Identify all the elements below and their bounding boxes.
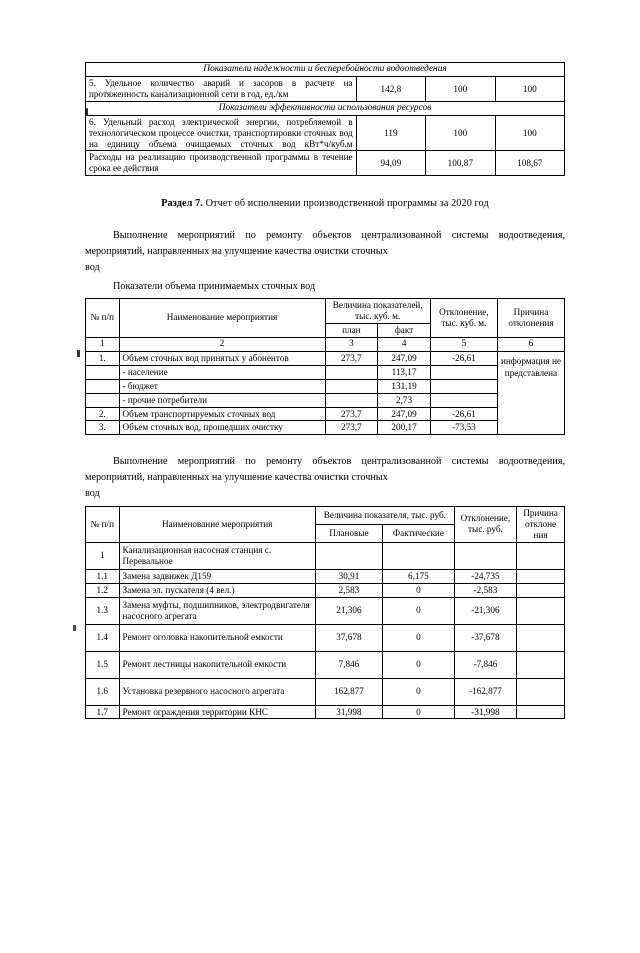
row-fact: 0: [382, 624, 454, 651]
row-number: 1.5: [86, 651, 120, 678]
col-num-3: 3: [325, 338, 378, 352]
table-row: [86, 597, 565, 624]
header-reason: Причина отклонения: [497, 298, 564, 337]
row-fact: 0: [382, 678, 454, 705]
row-number: 3.: [86, 421, 120, 435]
row-fact: 200,17: [378, 421, 431, 435]
row-plan: [325, 365, 378, 379]
col-num-5: 5: [430, 338, 497, 352]
row-name: Объем транспортируемых сточных вод: [119, 407, 325, 421]
row-label: 6. Удельный расход электрической энергии, потребляемой в технологическом процессе очистки, транспортировки сточных вод на единицу объема очищаемых сточных вод кВт*ч/куб.м: [86, 115, 357, 151]
row-plan: 7,846: [315, 651, 382, 678]
paragraph-text: Выполнение мероприятий по ремонту объектов централизованной системы водоотведения, мероприятий, направленных на улучшение качества очистки сточных: [85, 456, 565, 484]
table-row: [86, 393, 565, 407]
row-deviation: [454, 542, 516, 569]
row-name: Ремонт ограждения территории КНС: [119, 705, 315, 719]
table-row: [86, 624, 565, 651]
row-fact: 0: [382, 597, 454, 624]
row-value-3: 100: [495, 115, 564, 151]
scan-artifact-mark: [86, 108, 88, 116]
row-plan: [325, 393, 378, 407]
table-row: [86, 379, 565, 393]
paragraph-repair-measures-1: [85, 228, 565, 275]
row-fact: 2,73: [378, 393, 431, 407]
row-fact: 131,19: [378, 379, 431, 393]
scan-artifact-mark: [77, 350, 80, 357]
row-number: 1.1: [86, 569, 120, 583]
scan-artifact-mark: [73, 625, 76, 631]
table-row: [86, 421, 565, 435]
table-header-row: [86, 506, 565, 524]
row-name: Замена задвижек Д159: [119, 569, 315, 583]
wastewater-volume-table: [85, 298, 565, 435]
paragraph-last-line: вод: [85, 261, 100, 273]
row-reason: [517, 624, 565, 651]
row-reason: [517, 597, 565, 624]
row-fact: 0: [382, 651, 454, 678]
section-heading-number: Раздел 7.: [161, 198, 203, 210]
row-deviation: -21,306: [454, 597, 516, 624]
header-number: № п/п: [86, 506, 120, 542]
row-name: - население: [119, 365, 325, 379]
section-heading-text: Отчет об исполнении производственной программы за 2020 год: [202, 198, 489, 210]
table-row: [86, 705, 565, 719]
row-name: Объем сточных вод, прошедших очистку: [119, 421, 325, 435]
row-deviation: [430, 365, 497, 379]
header-plan: Плановые: [315, 524, 382, 542]
row-deviation: -2,583: [454, 583, 516, 597]
banner-reliability: Показатели надежности и бесперебойности водоотведения: [86, 63, 565, 77]
row-deviation: -162,877: [454, 678, 516, 705]
col-num-6: 6: [497, 338, 564, 352]
header-plan: план: [325, 324, 378, 338]
table-header-row: [86, 298, 565, 323]
row-number: 1.7: [86, 705, 120, 719]
col-num-2: 2: [119, 338, 325, 352]
row-name: Установка резервного насосного агрегата: [119, 678, 315, 705]
header-value-group: Величина показателей, тыс. куб. м.: [325, 298, 430, 323]
row-number: 1.4: [86, 624, 120, 651]
table-row: [86, 542, 565, 569]
row-deviation: -31,998: [454, 705, 516, 719]
table-row: [86, 407, 565, 421]
row-value-1: 94,09: [356, 151, 425, 176]
row-deviation: [430, 393, 497, 407]
row-plan: 21,306: [315, 597, 382, 624]
row-deviation: -37,678: [454, 624, 516, 651]
row-number: 2.: [86, 407, 120, 421]
header-measure-name: Наименование мероприятия: [119, 298, 325, 337]
table-row: [86, 365, 565, 379]
indicators-table: [85, 62, 565, 176]
row-deviation: -73,53: [430, 421, 497, 435]
header-deviation: Отклонение, тыс. руб.: [454, 506, 516, 542]
row-fact: 247,09: [378, 352, 431, 366]
row-plan: 162,877: [315, 678, 382, 705]
row-label: Расходы на реализацию производственной программы в течение срока ее действия: [86, 151, 357, 176]
row-value-2: 100,87: [426, 151, 495, 176]
row-plan: 37,678: [315, 624, 382, 651]
table-row: [86, 651, 565, 678]
row-reason: [517, 542, 565, 569]
row-plan: 273,7: [325, 421, 378, 435]
col-num-1: 1: [86, 338, 120, 352]
table-row: [86, 678, 565, 705]
header-fact: факт: [378, 324, 431, 338]
paragraph-last-line: вод: [85, 487, 100, 499]
row-name: Ремонт оголовка накопительной емкости: [119, 624, 315, 651]
row-fact: 247,09: [378, 407, 431, 421]
row-fact: 113,17: [378, 365, 431, 379]
row-reason: [517, 678, 565, 705]
document-page: [0, 62, 640, 953]
section-heading: [85, 198, 565, 209]
table-column-number-row: [86, 338, 565, 352]
header-fact: Фактические: [382, 524, 454, 542]
row-fact: 6,175: [382, 569, 454, 583]
row-value-3: 108,67: [495, 151, 564, 176]
row-number: [86, 365, 120, 379]
header-deviation: Отклонение, тыс. куб. м.: [430, 298, 497, 337]
row-name: - бюджет: [119, 379, 325, 393]
row-name: - прочие потребители: [119, 393, 325, 407]
row-number: 1.2: [86, 583, 120, 597]
row-value-1: 119: [356, 115, 425, 151]
subtitle-volume-indicators: Показатели объема принимаемых сточных вод: [113, 280, 316, 292]
table-row: [86, 115, 565, 151]
row-deviation: -7,846: [454, 651, 516, 678]
header-reason: Причина отклоне ния: [517, 506, 565, 542]
row-number: 1.6: [86, 678, 120, 705]
row-number: 1.: [86, 352, 120, 366]
row-deviation: [430, 379, 497, 393]
table-row: [86, 569, 565, 583]
row-reason-note: информация не представлена: [497, 352, 564, 435]
table-banner-row: [86, 101, 565, 115]
paragraph-text: Выполнение мероприятий по ремонту объектов централизованной системы водоотведения, мероприятий, направленных на улучшение качества очистки сточных: [85, 230, 565, 258]
row-fact: 0: [382, 583, 454, 597]
row-deviation: -26,61: [430, 407, 497, 421]
row-plan: 2,583: [315, 583, 382, 597]
table-row: [86, 77, 565, 102]
row-reason: [517, 651, 565, 678]
row-value-2: 100: [426, 115, 495, 151]
row-name: Замена муфты, подшипников, электродвигателя насосного агрегата: [119, 597, 315, 624]
table-row: [86, 583, 565, 597]
row-plan: 31,998: [315, 705, 382, 719]
row-number: 1: [86, 542, 120, 569]
row-label: 5. Удельное количество аварий и засоров в расчете на протяженность канализационной сети в год, ед./км: [86, 77, 357, 102]
row-name: Канализационная насосная станция с. Перевальное: [119, 542, 315, 569]
row-deviation: -24,735: [454, 569, 516, 583]
row-value-2: 100: [426, 77, 495, 102]
table-row: [86, 151, 565, 176]
row-name: Ремонт лестницы накопительной емкости: [119, 651, 315, 678]
row-fact: 0: [382, 705, 454, 719]
row-number: [86, 393, 120, 407]
banner-resource-efficiency: Показатели эффективности использования ресурсов: [86, 101, 565, 115]
row-fact: [382, 542, 454, 569]
table-banner-row: [86, 63, 565, 77]
col-num-4: 4: [378, 338, 431, 352]
row-deviation: -26,61: [430, 352, 497, 366]
row-value-3: 100: [495, 77, 564, 102]
row-reason: [517, 705, 565, 719]
row-plan: 273,7: [325, 407, 378, 421]
header-measure-name: Наименование мероприятия: [119, 506, 315, 542]
row-plan: [325, 379, 378, 393]
row-reason: [517, 569, 565, 583]
repair-measures-table: [85, 506, 565, 720]
row-value-1: 142,8: [356, 77, 425, 102]
row-plan: 30,91: [315, 569, 382, 583]
paragraph-repair-measures-2: [85, 454, 565, 501]
row-number: [86, 379, 120, 393]
row-number: 1.3: [86, 597, 120, 624]
table-row: [86, 352, 565, 366]
row-plan: [315, 542, 382, 569]
row-name: Объем сточных вод принятых у абонентов: [119, 352, 325, 366]
row-plan: 273,7: [325, 352, 378, 366]
header-number: № п/п: [86, 298, 120, 337]
header-value-group: Величина показателя, тыс. руб.: [315, 506, 454, 524]
row-reason: [517, 583, 565, 597]
row-name: Замена эл. пускателя (4 вел.): [119, 583, 315, 597]
